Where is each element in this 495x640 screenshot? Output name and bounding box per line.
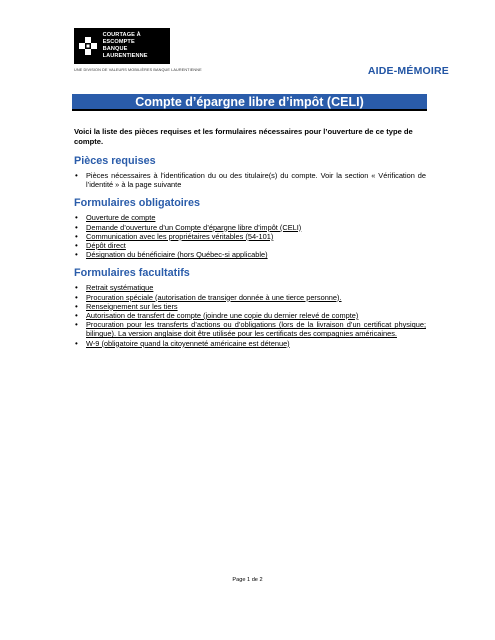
form-link-ouverture[interactable]: • Ouverture de compte bbox=[74, 213, 426, 222]
page-number: Page 1 de 2 bbox=[232, 577, 263, 583]
form-link-procuration-speciale[interactable]: • Procuration spéciale (autorisation de transiger donnée à une tierce personne). bbox=[74, 293, 426, 302]
form-link-w9[interactable]: • W-9 (obligatoire quand la citoyenneté américaine est détenue) bbox=[74, 339, 426, 348]
form-link-autorisation-transfert[interactable]: • Autorisation de transfert de compte (joindre une copie du dernier relevé de compte) bbox=[74, 311, 426, 320]
document-body bbox=[74, 127, 426, 348]
facultatifs-list bbox=[74, 283, 426, 347]
brand-tagline: UNE DIVISION DE VALEURS MOBILIÈRES BANQUE LAURENTIENNE bbox=[74, 68, 202, 72]
form-link-depot-direct[interactable]: • Dépôt direct bbox=[74, 241, 426, 250]
section-heading-obligatoires: Formulaires obligatoires bbox=[74, 197, 200, 210]
form-link-communication[interactable]: • Communication avec les propriétaires véritables (54-101) bbox=[74, 232, 426, 241]
obligatoires-list bbox=[74, 213, 426, 259]
page-title: Compte d’épargne libre d’impôt (CELI) bbox=[135, 94, 364, 109]
brand-line2: BANQUE LAURENTIENNE bbox=[102, 46, 148, 59]
brand-logo bbox=[74, 28, 170, 64]
form-link-retrait[interactable]: • Retrait systématique bbox=[74, 283, 426, 292]
section-heading-pieces: Pièces requises bbox=[74, 155, 156, 167]
brand-name bbox=[103, 32, 170, 60]
brand-emblem-icon bbox=[78, 35, 99, 57]
title-bar bbox=[72, 94, 427, 111]
form-link-procuration-transferts[interactable]: • Procuration pour les transferts d’actions ou d’obligations (lors de la livraison d’un certificat physique; bilingue). La version anglaise doit être utilisée pour les certificats des compagnies américaines. bbox=[74, 320, 426, 338]
pieces-list bbox=[74, 171, 426, 189]
section-heading-facultatifs: Formulaires facultatifs bbox=[74, 267, 190, 280]
intro-text: Voici la liste des pièces requises et les formulaires nécessaires pour l’ouverture de ce type de compte. bbox=[74, 127, 413, 146]
aide-memoire-label: AIDE-MÉMOIRE bbox=[367, 65, 449, 77]
list-item: • Pièces nécessaires à l’identification du ou des titulaire(s) du compte. Voir la section « Vérification de l’identité » à la page suivante bbox=[74, 171, 426, 189]
brand-line1: COURTAGE À ESCOMPTE bbox=[102, 32, 141, 45]
form-link-designation[interactable]: • Désignation du bénéficiaire (hors Québec-si applicable) bbox=[74, 250, 426, 259]
form-link-renseignement[interactable]: • Renseignement sur les tiers bbox=[74, 302, 426, 311]
form-link-demande-celi[interactable]: • Demande d’ouverture d’un Compte d’épargne libre d’impôt (CELI) bbox=[74, 223, 426, 232]
